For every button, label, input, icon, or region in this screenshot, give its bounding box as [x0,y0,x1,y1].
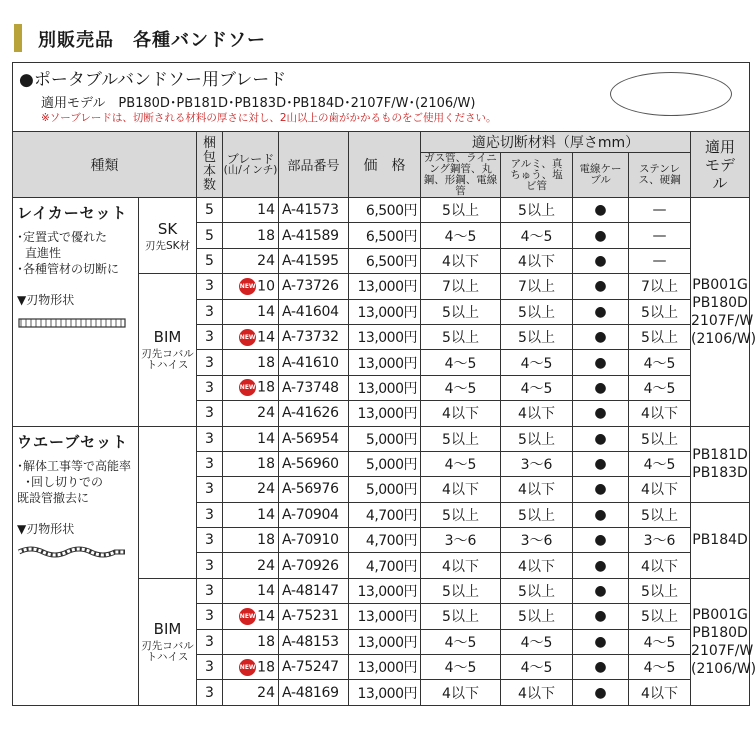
cell-gas: 4～5 [421,655,501,680]
cat-label: BIM [153,620,182,639]
cell-part: A-48169 [279,680,349,705]
cell-cable: ● [573,655,629,680]
cat-label: BIM [153,328,182,347]
cat-bim-2 [139,578,197,705]
cell-gas: 4～5 [421,223,501,248]
cell-pitch [223,198,279,223]
cell-pack: 5 [197,223,223,248]
cell-gas: 4以下 [421,477,501,502]
pitch-value: 18 [257,227,275,244]
cell-cable: ● [573,629,629,654]
cell-price: 13,000円 [349,680,421,705]
pitch-value: 14 [257,506,275,523]
model-line: PB180D [692,624,748,641]
cell-gas: 5以上 [421,604,501,629]
section-title: 別販売品 各種バンドソー [38,30,266,51]
cell-gas: 4～5 [421,451,501,476]
cell-gas: 4以下 [421,680,501,705]
model-line: PB184D [692,532,748,549]
cell-price: 13,000円 [349,375,421,400]
cell-stainless: 7以上 [629,274,691,299]
kind-desc-1: ･定置式で優れた [17,230,108,244]
cell-pack: 5 [197,248,223,273]
cell-pitch [223,578,279,603]
cell-part: A-75231 [279,604,349,629]
cell-part: A-75247 [279,655,349,680]
cell-part: A-41604 [279,299,349,324]
cell-pitch [223,629,279,654]
cell-price: 13,000円 [349,578,421,603]
cell-price: 13,000円 [349,604,421,629]
cell-gas: 3～6 [421,528,501,553]
cell-gas: 5以上 [421,198,501,223]
pitch-value: 24 [257,481,275,498]
cell-part: A-48147 [279,578,349,603]
header-blade [223,132,279,198]
cell-part: A-70910 [279,528,349,553]
cell-pack: 3 [197,299,223,324]
cell-pack: 3 [197,655,223,680]
cell-alu: 3～6 [501,451,573,476]
cell-alu: 4以下 [501,401,573,426]
cell-pack: 3 [197,528,223,553]
cell-part: A-73748 [279,375,349,400]
blade-ring-illustration [610,72,732,116]
kind-shape-label: ▼刃物形状 [17,521,75,536]
cell-pack: 3 [197,553,223,578]
header-cable: 電線ケーブル [573,153,629,198]
kind-shape-label: ▼刃物形状 [17,293,75,307]
cell-price: 5,000円 [349,477,421,502]
header-part: 部品番号 [279,132,349,198]
cell-pitch [223,528,279,553]
panel-models: 適用モデル PB180D･PB181D･PB183D･PB184D･2107F/W･(2106/W) [41,96,476,111]
model-line: 2107F/W [691,312,754,329]
kind-desc-3: ･各種管材の切断に [17,262,120,276]
cell-alu: 5以上 [501,426,573,451]
new-badge-icon: NEW [239,608,256,625]
cell-price: 4,700円 [349,502,421,527]
header-blade-label: ブレード [226,152,275,166]
cell-price: 4,700円 [349,528,421,553]
model-cell [691,578,756,705]
cell-pack: 3 [197,502,223,527]
cell-price: 13,000円 [349,629,421,654]
pitch-value: 10 [257,278,275,295]
pitch-value: 24 [257,557,275,574]
pitch-value: 24 [257,252,275,269]
cell-gas: 5以上 [421,578,501,603]
cell-alu: 4～5 [501,629,573,654]
cell-pack: 3 [197,426,223,451]
panel-warning: ※ソーブレードは、切断される材料の厚さに対し、2山以上の歯がかかるものをご使用ください。 [41,112,497,124]
cell-stainless: 4～5 [629,375,691,400]
cell-alu: 4～5 [501,223,573,248]
cell-stainless: — [629,223,691,248]
cell-gas: 5以上 [421,324,501,349]
cell-part: A-56960 [279,451,349,476]
cell-pack: 3 [197,604,223,629]
cell-gas: 4～5 [421,375,501,400]
cell-part: A-73732 [279,324,349,349]
cell-stainless: 4～5 [629,655,691,680]
cell-alu: 4以下 [501,248,573,273]
cell-pack: 3 [197,324,223,349]
cell-cable: ● [573,248,629,273]
cell-alu: 4以下 [501,680,573,705]
model-line: PB180D [692,294,748,311]
cell-pack: 3 [197,350,223,375]
model-line: (2106/W) [691,330,756,347]
cell-pack: 3 [197,629,223,654]
cell-pack: 5 [197,198,223,223]
pitch-value: 24 [257,405,275,422]
kind-desc-2: ･回し切りでの [25,474,104,489]
cell-cable: ● [573,680,629,705]
pitch-value: 18 [257,633,275,650]
cell-alu: 3～6 [501,528,573,553]
new-badge-icon: NEW [239,659,256,676]
cell-cable: ● [573,553,629,578]
cell-part: A-70926 [279,553,349,578]
cell-stainless: 5以上 [629,578,691,603]
cell-stainless: 4以下 [629,401,691,426]
pitch-value: 18 [257,532,275,549]
cell-part: A-41610 [279,350,349,375]
cell-pitch [223,223,279,248]
cell-gas: 4以下 [421,553,501,578]
header-pack-label: 梱包本数 [202,135,216,193]
cat-bim-1 [139,274,197,426]
pitch-value: 18 [257,354,275,371]
cell-part: A-48153 [279,629,349,654]
cell-alu: 4以下 [501,553,573,578]
cell-stainless: 3～6 [629,528,691,553]
cell-cable: ● [573,299,629,324]
cell-cable: ● [573,198,629,223]
header-price: 価 格 [349,132,421,198]
cell-pitch [223,350,279,375]
pitch-value: 18 [257,659,275,676]
header-pack [197,132,223,198]
cell-stainless: 5以上 [629,502,691,527]
cell-price: 13,000円 [349,299,421,324]
cell-stainless: 4～5 [629,629,691,654]
cell-price: 13,000円 [349,401,421,426]
cell-pitch [223,299,279,324]
pitch-value: 14 [257,608,275,625]
model-line: PB183D [692,465,748,482]
blade-shape-icon [17,314,127,332]
cell-price: 13,000円 [349,274,421,299]
model-line: (2106/W) [691,660,756,677]
cell-pitch [223,375,279,400]
cat-label: SK [157,219,178,238]
cell-pitch [223,502,279,527]
cell-pitch [223,604,279,629]
cell-pack: 3 [197,274,223,299]
cell-cable: ● [573,223,629,248]
cell-alu: 5以上 [501,198,573,223]
cell-gas: 5以上 [421,299,501,324]
new-badge-icon: NEW [239,278,256,295]
cell-part: A-56976 [279,477,349,502]
cell-pitch [223,248,279,273]
cell-cable: ● [573,477,629,502]
cat-note: 刃先SK材 [144,239,191,252]
cell-gas: 4～5 [421,350,501,375]
table-row [13,198,750,223]
cell-cable: ● [573,375,629,400]
kind-reika-wrap [13,198,139,427]
cell-price: 6,500円 [349,198,421,223]
cell-gas: 5以上 [421,502,501,527]
cell-stainless: 4以下 [629,553,691,578]
new-badge-icon: NEW [239,329,256,346]
cell-pitch [223,553,279,578]
model-line: 2107F/W [691,642,754,659]
cell-stainless: — [629,248,691,273]
header-gas: ガス管、ライニング鋼管、丸鋼、形鋼、電線管 [421,153,501,198]
cell-part: A-41595 [279,248,349,273]
pitch-value: 14 [257,303,275,320]
cell-cable: ● [573,502,629,527]
cell-cable: ● [573,604,629,629]
model-line: PB181D [692,447,748,464]
cell-stainless: 5以上 [629,426,691,451]
cell-cable: ● [573,324,629,349]
cell-part: A-41589 [279,223,349,248]
cell-pitch [223,680,279,705]
cell-cable: ● [573,274,629,299]
cell-alu: 5以上 [501,502,573,527]
new-badge-icon: NEW [239,379,256,396]
cell-pack: 3 [197,401,223,426]
cell-alu: 5以上 [501,604,573,629]
section-accent-bar [14,24,22,52]
cell-pack: 3 [197,451,223,476]
cell-price: 13,000円 [349,655,421,680]
cell-alu: 7以上 [501,274,573,299]
cell-price: 6,500円 [349,223,421,248]
cell-price: 5,000円 [349,451,421,476]
pitch-value: 14 [257,583,275,600]
cell-stainless: 4～5 [629,451,691,476]
header-kind: 種類 [13,132,197,198]
cell-cable: ● [573,528,629,553]
kind-wave-wrap [13,426,139,705]
cell-part: A-41573 [279,198,349,223]
cell-part: A-56954 [279,426,349,451]
cat-sk [139,198,197,274]
cell-pack: 3 [197,680,223,705]
cell-price: 4,700円 [349,553,421,578]
cell-alu: 4～5 [501,655,573,680]
pitch-value: 14 [257,329,275,346]
model-line: PB001G [692,606,748,623]
table-row [13,426,750,451]
header-model: 適用モデル [691,132,750,198]
cell-stainless: 5以上 [629,299,691,324]
cell-alu: 4以下 [501,477,573,502]
cell-stainless: — [629,198,691,223]
cell-gas: 4以下 [421,401,501,426]
cell-pitch [223,401,279,426]
cell-alu: 5以上 [501,578,573,603]
model-cell [691,502,750,578]
cell-gas: 4以下 [421,248,501,273]
cat-note: 刃先コバルトハイス [141,348,194,372]
kind-desc-2: 直進性 [25,246,62,260]
cell-price: 5,000円 [349,426,421,451]
cell-pack: 3 [197,477,223,502]
cell-part: A-73726 [279,274,349,299]
cell-cable: ● [573,350,629,375]
cell-price: 13,000円 [349,350,421,375]
cell-cable: ● [573,578,629,603]
cell-pitch [223,274,279,299]
pitch-value: 14 [257,202,275,219]
panel-title: ●ポータブルバンドソー用ブレード [19,70,287,90]
table-body [13,198,756,706]
cell-price: 6,500円 [349,248,421,273]
header-blade-unit: (山/インチ) [223,164,278,176]
blade-shape-icon [17,543,127,561]
pitch-value: 18 [257,379,275,396]
cell-gas: 5以上 [421,426,501,451]
model-cell [691,426,750,502]
cell-pack: 3 [197,375,223,400]
cell-gas: 4～5 [421,629,501,654]
cell-stainless: 4以下 [629,680,691,705]
cell-gas: 7以上 [421,274,501,299]
cell-pitch [223,477,279,502]
cell-alu: 5以上 [501,299,573,324]
cell-price: 13,000円 [349,324,421,349]
cell-stainless: 4～5 [629,350,691,375]
cell-stainless: 5以上 [629,604,691,629]
kind-name: レイカーセット [17,204,128,222]
cell-pack: 3 [197,578,223,603]
cell-cable: ● [573,401,629,426]
cell-stainless: 4以下 [629,477,691,502]
cell-pitch [223,324,279,349]
cell-alu: 4～5 [501,350,573,375]
header-row-1 [13,132,750,153]
cell-part: A-70904 [279,502,349,527]
header-stainless: ステンレス、硬鋼 [629,153,691,198]
cat-blank [139,426,197,578]
header-materials: 適応切断材料（厚さmm） [421,132,691,153]
cat-note: 刃先コバルトハイス [141,640,194,664]
blade-spec-table [12,131,756,706]
cell-cable: ● [573,451,629,476]
cell-pitch [223,451,279,476]
kind-name: ウエーブセット [17,432,129,451]
cell-part: A-41626 [279,401,349,426]
model-line: PB001G [692,276,748,293]
kind-desc-1: ･解体工事等で高能率 [17,458,132,473]
cell-stainless: 5以上 [629,324,691,349]
kind-desc-3: 既設管撤去に [17,490,90,505]
pitch-value: 18 [257,456,275,473]
cell-alu: 5以上 [501,324,573,349]
pitch-value: 24 [257,684,275,701]
cell-pitch [223,426,279,451]
pitch-value: 14 [257,430,275,447]
cell-pitch [223,655,279,680]
header-alu: アルミ、真ちゅう、塩ビ管 [501,153,573,198]
model-cell [691,198,756,427]
cell-alu: 4～5 [501,375,573,400]
cell-cable: ● [573,426,629,451]
